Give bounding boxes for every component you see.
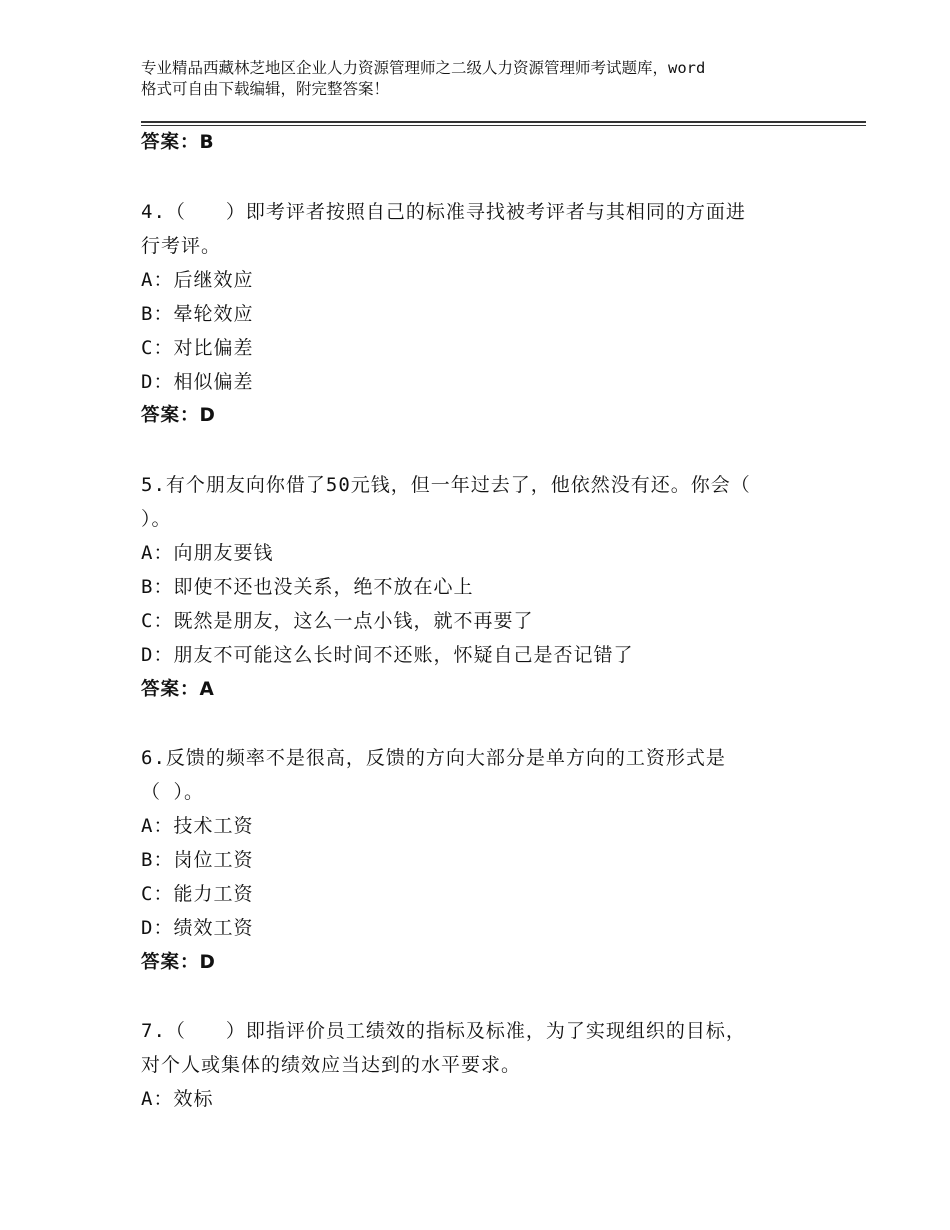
question-5-stem-line2: ）。 (141, 508, 172, 530)
question-7-stem-line2: 对个人或集体的绩效应当达到的水平要求。 (141, 1054, 522, 1076)
answer-q5: 答案：A (141, 679, 215, 700)
question-7-stem-line1: 7.（ ）即指评价员工绩效的指标及标准，为了实现组织的目标， (141, 1020, 746, 1042)
question-4-stem-line1: 4.（ ）即考评者按照自己的标准寻找被考评者与其相同的方面进 (141, 201, 746, 223)
question-5-option-c: C：既然是朋友，这么一点小钱，就不再要了 (141, 610, 534, 632)
question-4-option-d: D：相似偏差 (141, 371, 254, 393)
question-6-stem-line2: （ ）。 (141, 781, 204, 803)
question-4-option-c: C：对比偏差 (141, 337, 254, 359)
answer-q3: 答案：B (141, 132, 215, 153)
question-5-option-d: D：朋友不可能这么长时间不还账，怀疑自己是否记错了 (141, 644, 634, 666)
header-line-1: 专业精品西藏林芝地区企业人力资源管理师之二级人力资源管理师考试题库，word (141, 59, 706, 77)
question-5-stem-line1: 5.有个朋友向你借了50元钱，但一年过去了，他依然没有还。你会（ (141, 474, 751, 496)
question-4-option-b: B：晕轮效应 (141, 303, 254, 325)
question-6-stem-line1: 6.反馈的频率不是很高，反馈的方向大部分是单方向的工资形式是 (141, 747, 726, 769)
document-header (141, 58, 831, 100)
question-4-stem-line2: 行考评。 (141, 235, 222, 257)
question-6-option-a: A：技术工资 (141, 815, 254, 837)
answer-q4: 答案：D (141, 405, 216, 426)
answer-q6: 答案：D (141, 952, 216, 973)
question-6-option-c: C：能力工资 (141, 883, 254, 905)
question-6-option-d: D：绩效工资 (141, 917, 254, 939)
header-rule-thin (141, 125, 866, 126)
question-7-option-a: A：效标 (141, 1088, 214, 1110)
question-6-option-b: B：岗位工资 (141, 849, 254, 871)
header-line-2: 格式可自由下载编辑，附完整答案！ (141, 80, 390, 98)
question-4-option-a: A：后继效应 (141, 269, 254, 291)
question-5-option-b: B：即使不还也没关系，绝不放在心上 (141, 576, 474, 598)
question-5-option-a: A：向朋友要钱 (141, 542, 274, 564)
header-rule-thick (141, 121, 866, 123)
